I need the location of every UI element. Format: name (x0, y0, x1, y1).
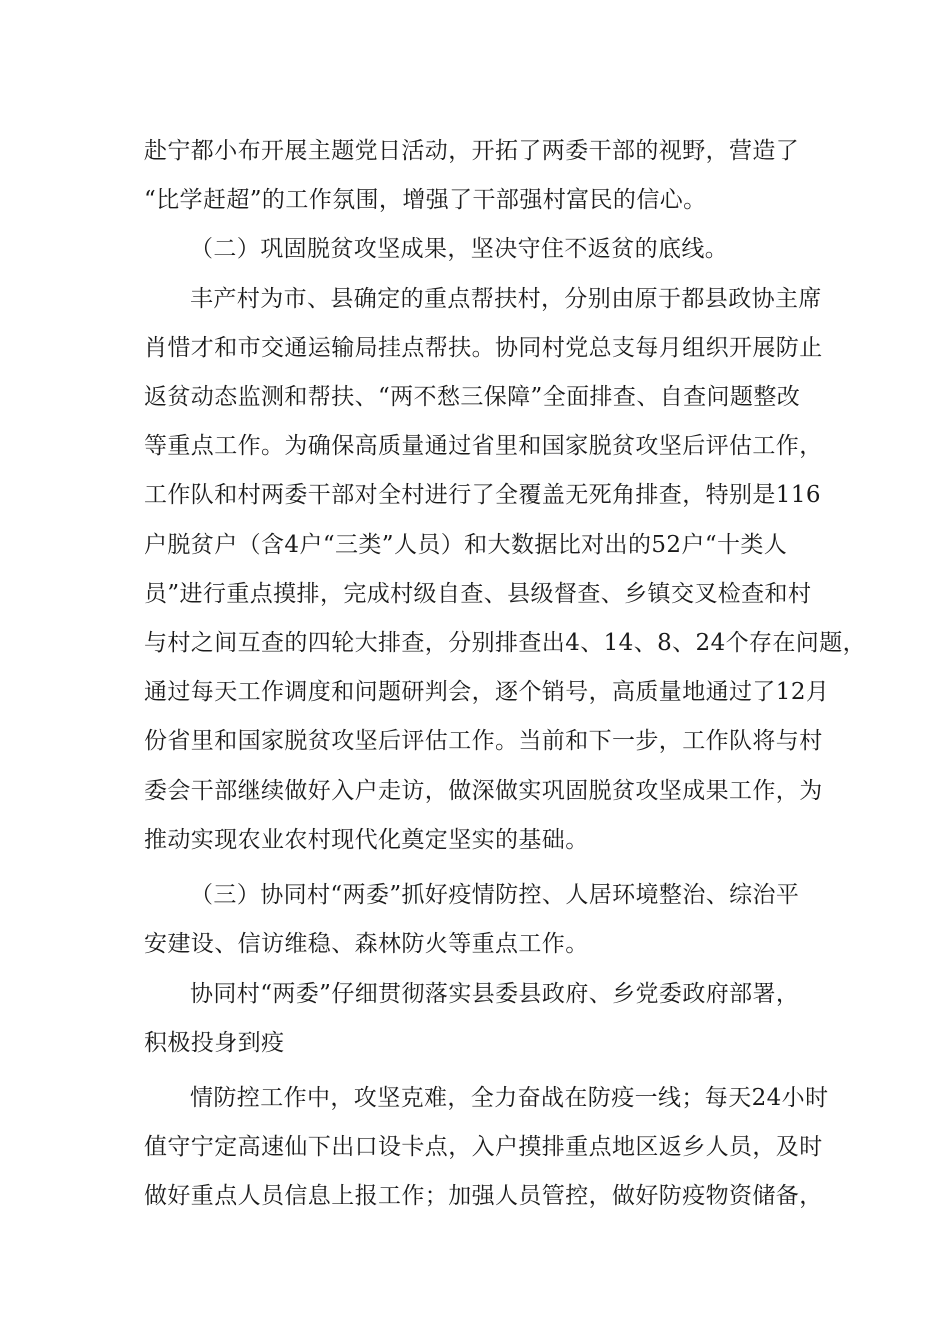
section-heading-3: （三）协同村“两委”抓好疫情防控、人居环境整治、综治平 (190, 882, 800, 908)
section-heading-2: （二）巩固脱贫攻坚成果，坚决守住不返贫的底线。 (190, 236, 729, 262)
text-line: 份省里和国家脱贫攻坚后评估工作。当前和下一步，工作队将与村 (144, 728, 823, 754)
text-line: 值守宁定高速仙下出口设卡点，入户摸排重点地区返乡人员，及时 (144, 1134, 823, 1160)
text-line: 情防控工作中，攻坚克难，全力奋战在防疫一线；每天24小时 (190, 1085, 829, 1111)
text-line: 员”进行重点摸排，完成村级自查、县级督查、乡镇交叉检查和村 (144, 581, 812, 607)
text-line: 肖惜才和市交通运输局挂点帮扶。协同村党总支每月组织开展防止 (144, 335, 823, 361)
text-line: 委会干部继续做好入户走访，做深做实巩固脱贫攻坚成果工作，为 (144, 778, 823, 804)
text-line: 协同村“两委”仔细贯彻落实县委县政府、乡党委政府部署， (190, 981, 800, 1007)
section-heading-3-cont: 安建设、信访维稳、森林防火等重点工作。 (144, 931, 589, 957)
text-line: 与村之间互查的四轮大排查，分别排查出4、14、8、24个存在问题， (144, 630, 866, 656)
text-line: 丰产村为市、县确定的重点帮扶村，分别由原于都县政协主席 (190, 286, 822, 312)
text-line: 返贫动态监测和帮扶、“两不愁三保障”全面排查、自查问题整改 (144, 384, 801, 410)
text-line: 赴宁都小布开展主题党日活动，开拓了两委干部的视野，营造了 (144, 138, 800, 164)
text-line: “比学赶超”的工作氛围，增强了干部强村富民的信心。 (144, 187, 707, 213)
text-line: 做好重点人员信息上报工作；加强人员管控，做好防疫物资储备， (144, 1183, 823, 1209)
text-line: 通过每天工作调度和问题研判会，逐个销号，高质量地通过了12月 (144, 679, 830, 705)
text-line: 等重点工作。为确保高质量通过省里和国家脱贫攻坚后评估工作， (144, 433, 823, 459)
text-line: 积极投身到疫 (144, 1030, 285, 1056)
text-line: 户脱贫户（含4户“三类”人员）和大数据比对出的52户“十类人 (144, 532, 788, 558)
text-line: 工作队和村两委干部对全村进行了全覆盖无死角排查，特别是116 (144, 482, 821, 508)
text-line: 推动实现农业农村现代化奠定坚实的基础。 (144, 827, 589, 853)
